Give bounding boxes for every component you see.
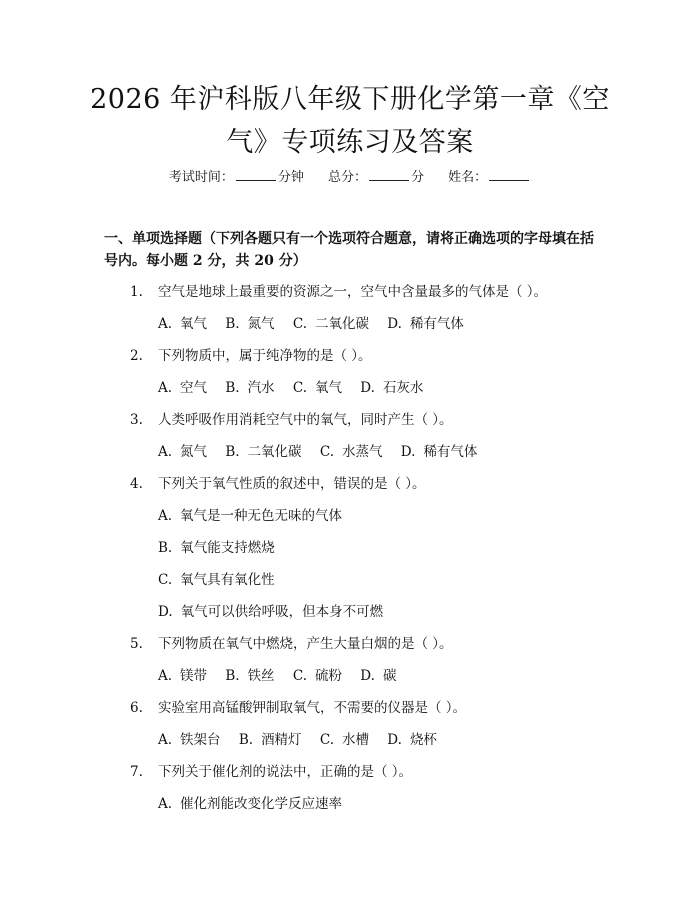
question-1-options bbox=[158, 314, 478, 334]
option-c: C. 水蒸气 bbox=[319, 444, 383, 460]
option-a: A. 镁带 bbox=[158, 668, 208, 684]
question-text: 实验室用高锰酸钾制取氧气，不需要的仪器是（ ）。 bbox=[158, 700, 467, 716]
question-4-option-d: D. 氧气可以供给呼吸，但本身不可燃 bbox=[158, 604, 384, 620]
question-5 bbox=[130, 634, 630, 654]
option-b: B. 酒精灯 bbox=[238, 732, 302, 748]
question-text: 下列物质在氧气中燃烧，产生大量白烟的是（ ）。 bbox=[158, 636, 453, 652]
question-text: 下列关于氧气性质的叙述中，错误的是（ ）。 bbox=[158, 476, 426, 492]
option-d: D. 稀有气体 bbox=[387, 316, 464, 332]
option-c: C. 硫粉 bbox=[292, 668, 342, 684]
student-name-field bbox=[448, 168, 531, 188]
question-4 bbox=[130, 474, 630, 494]
exam-info-row bbox=[0, 168, 700, 188]
page-title bbox=[60, 78, 640, 164]
question-6 bbox=[130, 698, 630, 718]
question-2 bbox=[130, 346, 630, 366]
total-score-field bbox=[328, 168, 424, 188]
question-7 bbox=[130, 762, 630, 782]
option-a: A. 空气 bbox=[158, 380, 208, 396]
section-heading-line-2: 号内。每小题 2 分，共 20 分） bbox=[104, 253, 307, 269]
title-line-1: 2026 年沪科版八年级下册化学第一章《空 bbox=[90, 84, 610, 115]
option-b: B. 氮气 bbox=[225, 316, 275, 332]
option-c: C. 氧气 bbox=[292, 380, 342, 396]
question-4-option-a: A. 氧气是一种无色无味的气体 bbox=[158, 508, 343, 524]
question-text: 下列物质中，属于纯净物的是（ ）。 bbox=[158, 348, 372, 364]
question-4-option-c: C. 氧气具有氧化性 bbox=[158, 572, 275, 588]
option-b: B. 汽水 bbox=[225, 380, 275, 396]
question-number: 3. bbox=[130, 412, 143, 428]
option-a: A. 铁架台 bbox=[158, 732, 221, 748]
option-c: C. 水槽 bbox=[319, 732, 369, 748]
option-d: D. 烧杯 bbox=[387, 732, 437, 748]
total-score-unit: 分 bbox=[411, 170, 425, 185]
student-name-label: 姓名： bbox=[448, 170, 488, 185]
question-number: 5. bbox=[130, 636, 143, 652]
question-3-options bbox=[158, 442, 491, 462]
option-a: A. 氧气 bbox=[158, 316, 208, 332]
option-d: D. 石灰水 bbox=[360, 380, 424, 396]
exam-time-label: 考试时间： bbox=[168, 170, 234, 185]
student-name-blank bbox=[489, 168, 529, 181]
question-6-options bbox=[158, 730, 451, 750]
question-number: 7. bbox=[130, 764, 143, 780]
question-text: 空气是地球上最重要的资源之一，空气中含量最多的气体是（ ）。 bbox=[158, 284, 548, 300]
title-line-2: 气》专项练习及答案 bbox=[226, 127, 474, 158]
option-b: B. 铁丝 bbox=[225, 668, 275, 684]
question-2-options bbox=[158, 378, 437, 398]
option-d: D. 稀有气体 bbox=[400, 444, 478, 460]
option-a: A. 氮气 bbox=[158, 444, 208, 460]
question-number: 4. bbox=[130, 476, 143, 492]
question-number: 1. bbox=[130, 284, 143, 300]
question-text: 下列关于催化剂的说法中，正确的是（ ）。 bbox=[158, 764, 413, 780]
question-1 bbox=[130, 282, 630, 302]
question-3 bbox=[130, 410, 630, 430]
exam-time-field bbox=[169, 168, 304, 188]
section-heading-line-1: 一、单项选择题（下列各题只有一个选项符合题意，请将正确选项的字母填在括 bbox=[104, 231, 594, 247]
question-number: 6. bbox=[130, 700, 143, 716]
option-d: D. 碳 bbox=[360, 668, 397, 684]
question-5-options bbox=[158, 666, 410, 686]
total-score-label: 总分： bbox=[327, 170, 367, 185]
question-text: 人类呼吸作用消耗空气中的氧气，同时产生（ ）。 bbox=[158, 412, 453, 428]
question-4-option-b: B. 氧气能支持燃烧 bbox=[158, 540, 275, 556]
exam-time-blank bbox=[236, 168, 276, 181]
question-7-option-a: A. 催化剂能改变化学反应速率 bbox=[158, 796, 343, 812]
question-number: 2. bbox=[130, 348, 143, 364]
exam-time-unit: 分钟 bbox=[277, 170, 304, 185]
section-heading bbox=[104, 228, 604, 272]
option-b: B. 二氧化碳 bbox=[225, 444, 302, 460]
total-score-blank bbox=[369, 168, 409, 181]
option-c: C. 二氧化碳 bbox=[292, 316, 369, 332]
